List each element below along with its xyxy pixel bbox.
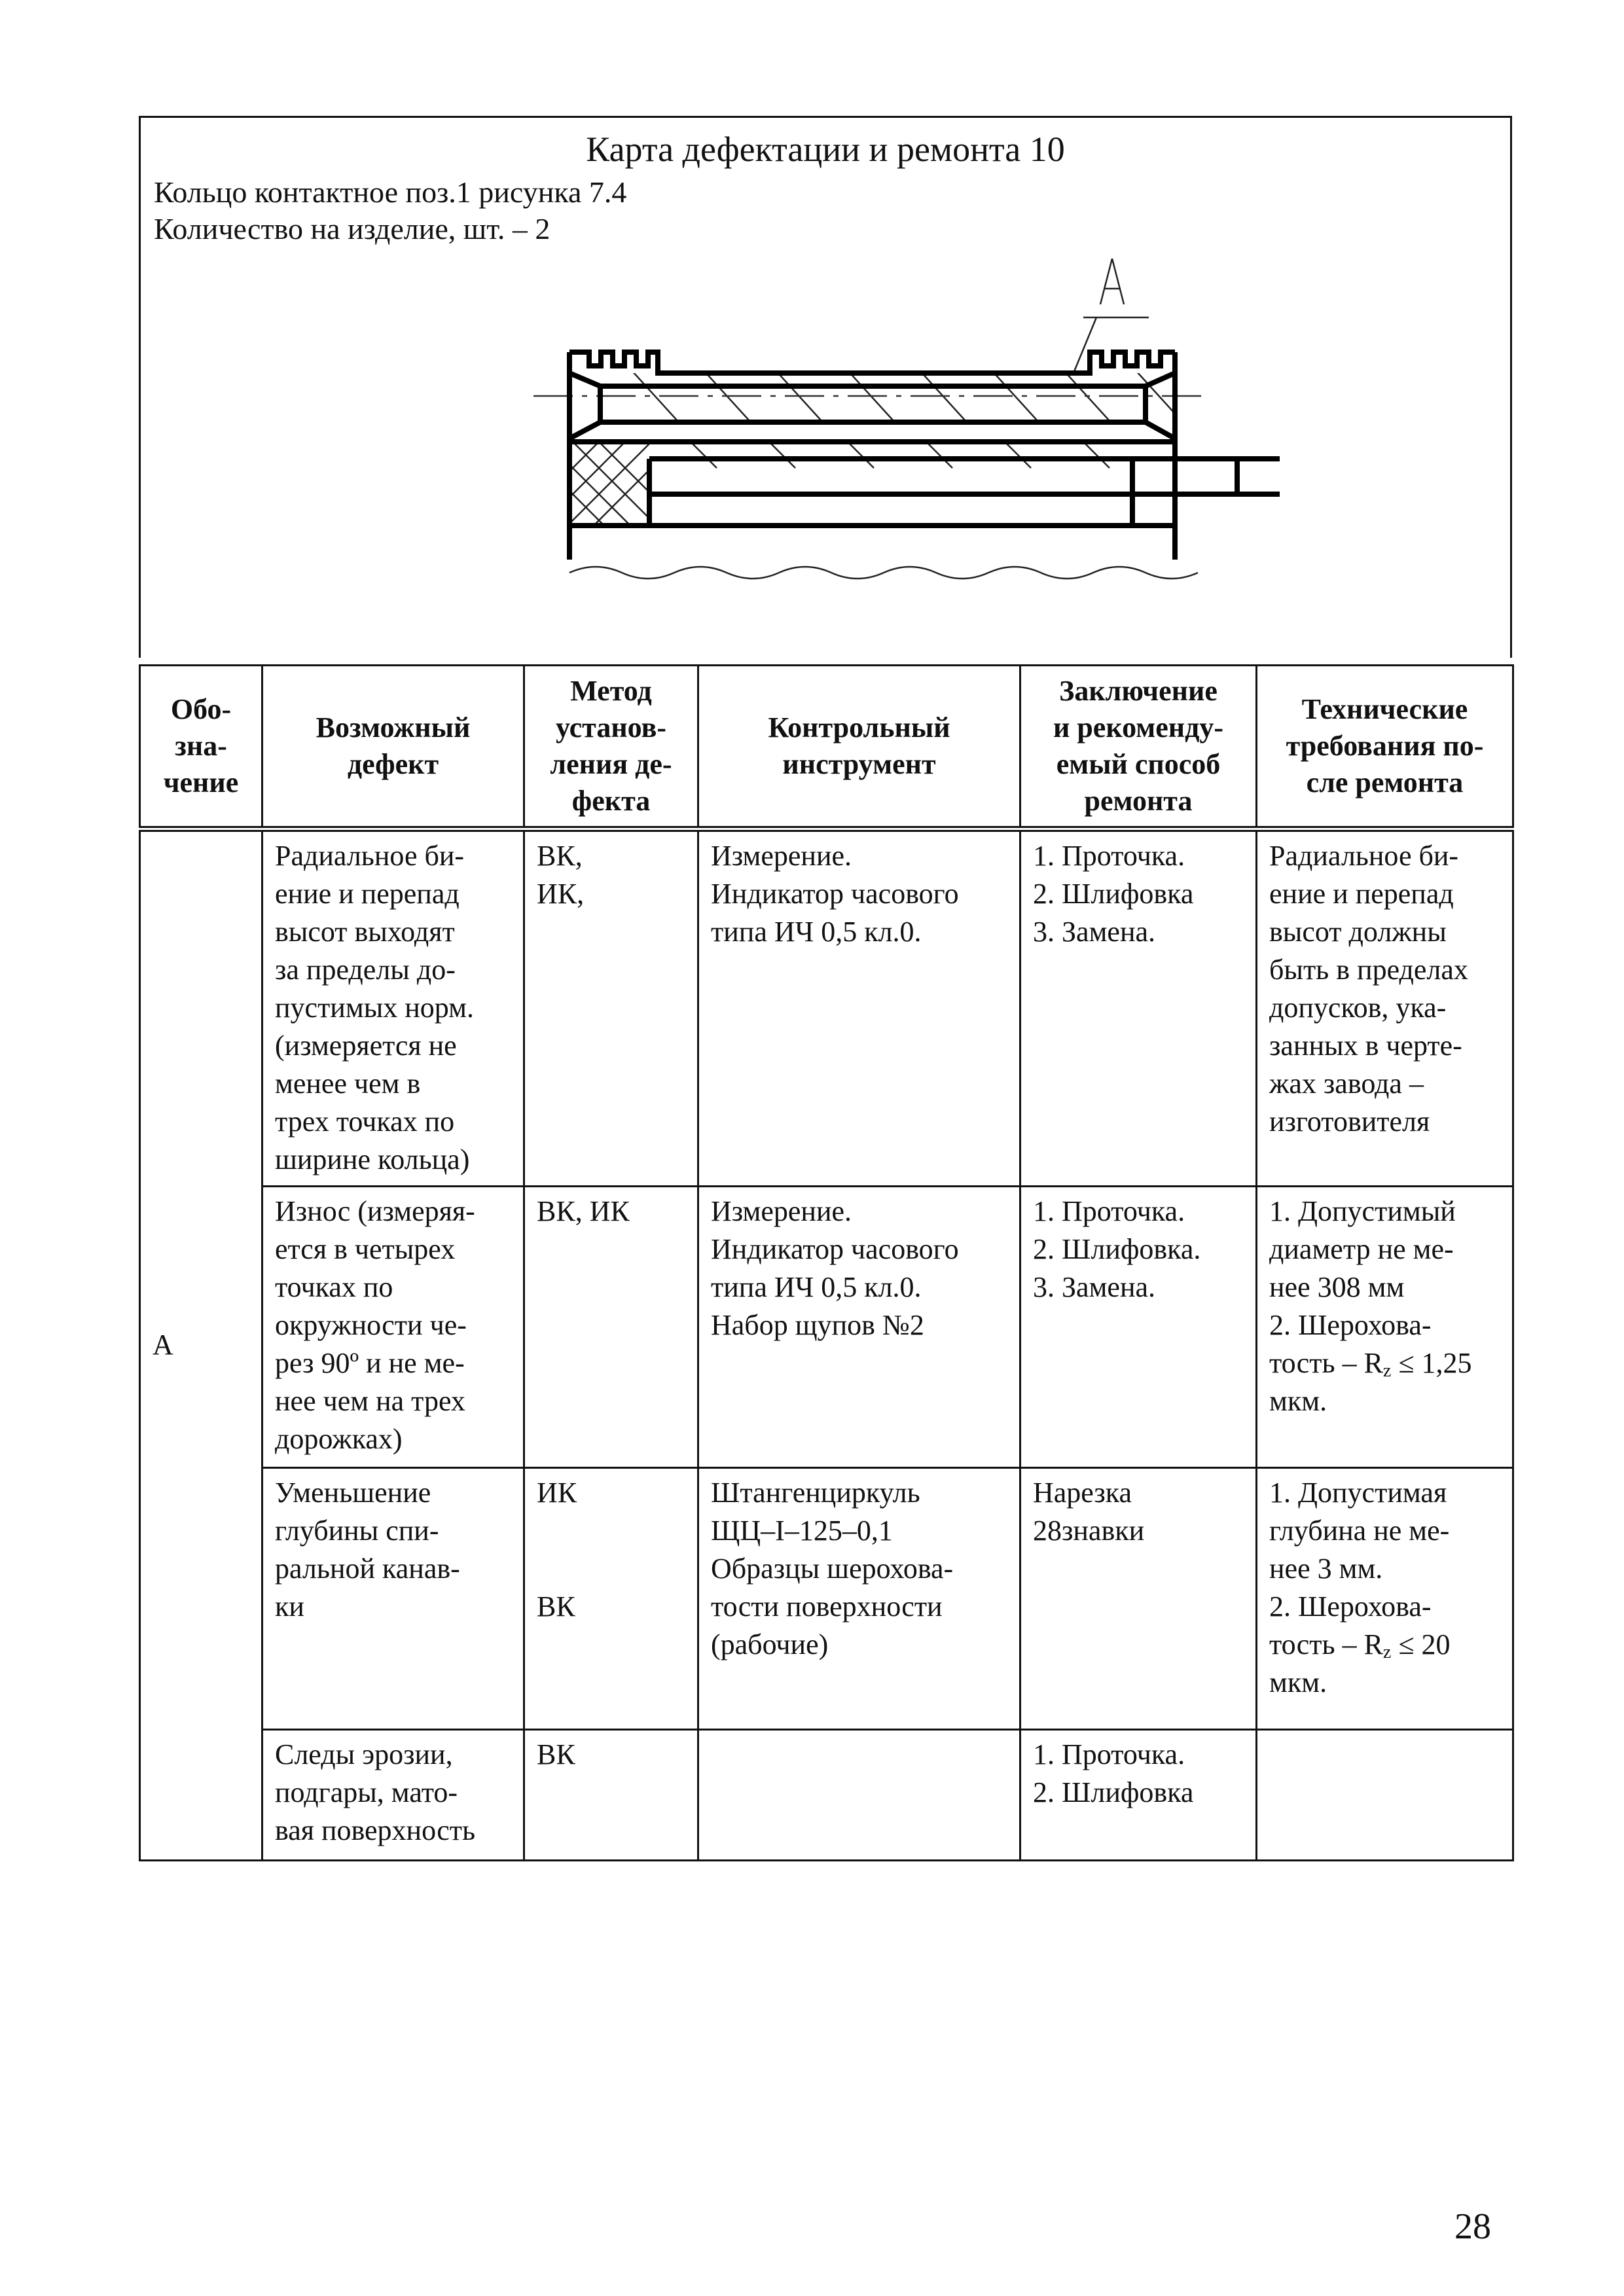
repair-cell: 1. Проточка. 2. Шлифовка 3. Замена.: [1020, 829, 1257, 1187]
method-cell: ИК ВК: [524, 1468, 698, 1730]
tool-cell: Измерение. Индикатор часового типа ИЧ 0,5 кл.0.: [698, 829, 1020, 1187]
header-designation: Обо- зна- чение: [140, 666, 262, 829]
defect-card: [139, 116, 1512, 1846]
defect-cell: Уменьшение глубины спи- ральной канав- ки: [262, 1468, 524, 1730]
requirements-cell: Радиальное би- ение и перепад высот должны быть в пределах допусков, ука- занных в черте- жах завода – изготовителя: [1257, 829, 1513, 1187]
method-cell: ВК, ИК,: [524, 829, 698, 1187]
table-header-row: [140, 666, 1513, 829]
repair-cell: 1. Проточка. 2. Шлифовка. 3. Замена.: [1020, 1187, 1257, 1468]
defect-cell: Радиальное би- ение и перепад высот выходят за пределы до- пустимых норм. (измеряется не менее чем в трех точках по ширине кольца): [262, 829, 524, 1187]
repair-cell: Нарезка 28знавки: [1020, 1468, 1257, 1730]
ring-section-drawing: [520, 259, 1280, 612]
table-row: [140, 1730, 1513, 1861]
repair-cell: 1. Проточка. 2. Шлифовка: [1020, 1730, 1257, 1861]
part-name: Кольцо контактное поз.1 рисунка 7.4: [154, 175, 627, 209]
table-row: [140, 1468, 1513, 1730]
method-cell: ВК: [524, 1730, 698, 1861]
requirements-cell: [1257, 1730, 1513, 1861]
designation-cell: А: [140, 829, 262, 1861]
requirements-cell: 1. Допустимая глубина не ме- нее 3 мм. 2. Шерохова- тость – $R_z \le 20$ мкм.: [1257, 1468, 1513, 1730]
table-row: [140, 1187, 1513, 1468]
header-repair: Заключение и рекоменду- емый способ ремонта: [1020, 666, 1257, 829]
tool-cell: Штангенциркуль ЩЦ–I–125–0,1 Образцы шерохова- тости поверхности (рабочие): [698, 1468, 1020, 1730]
method-cell: ВК, ИК: [524, 1187, 698, 1468]
header-method: Метод установ- ления де- фекта: [524, 666, 698, 829]
table-row: [140, 829, 1513, 1187]
header-defect: Возможный дефект: [262, 666, 524, 829]
requirements-cell: 1. Допустимый диаметр не ме- нее 308 мм 2. Шерохова- тость – $R_z \le 1,25$ мкм.: [1257, 1187, 1513, 1468]
quantity: Количество на изделие, шт. – 2: [154, 212, 550, 245]
header-tool: Контрольный инструмент: [698, 666, 1020, 829]
roughness-line: тость – $R_z \le 1,25$: [1269, 1347, 1472, 1381]
tool-cell: Измерение. Индикатор часового типа ИЧ 0,5 кл.0. Набор щупов №2: [698, 1187, 1020, 1468]
page-number: 28: [1454, 2206, 1491, 2247]
tool-cell: [698, 1730, 1020, 1861]
defect-cell: Следы эрозии, подгары, мато- вая поверхность: [262, 1730, 524, 1861]
defect-cell: Износ (измеряя- ется в четырех точках по окружности че- рез 90º и не ме- нее чем на трех дорожках): [262, 1187, 524, 1468]
card-header: [139, 116, 1512, 658]
header-requirements: Технические требования по- сле ремонта: [1257, 666, 1513, 829]
defect-table: [139, 664, 1514, 1861]
roughness-line: тость – $R_z \le 20$: [1269, 1628, 1451, 1662]
card-title: Карта дефектации и ремонта 10: [586, 130, 1065, 169]
